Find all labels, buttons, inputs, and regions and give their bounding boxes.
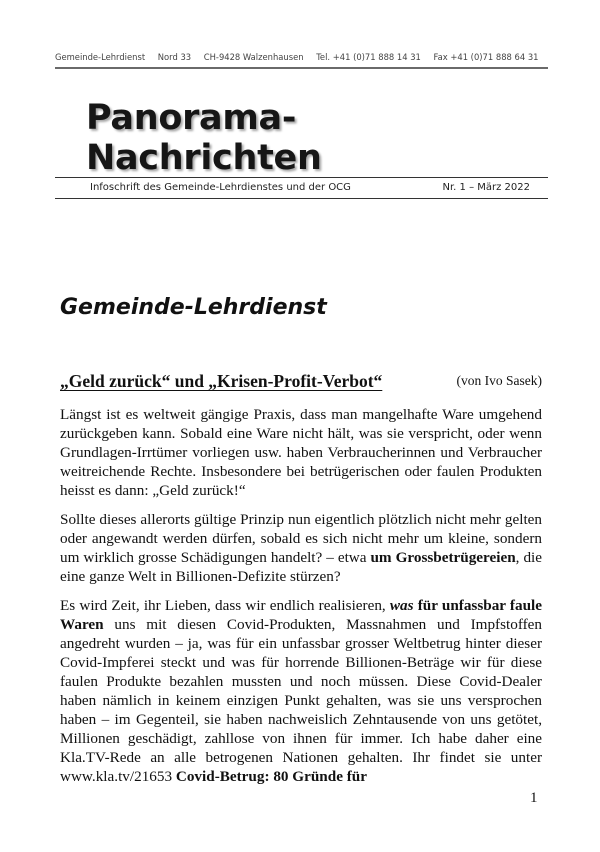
letterhead [55, 52, 548, 62]
info-rule-bottom [55, 198, 548, 199]
paragraph-3-text-a: Es wird Zeit, ihr Lieben, dass wir endlich realisieren, [60, 597, 390, 614]
info-issue: Nr. 1 – März 2022 [442, 182, 530, 193]
paragraph-2-text-b: , die eine ganze Welt in Billionen-Defizite stürzen? [60, 549, 542, 585]
article-header [60, 371, 542, 392]
info-line [90, 182, 530, 193]
paragraph-3-bold-end: Covid-Betrug: 80 Gründe für [175, 768, 367, 785]
info-subtitle: Infoschrift des Gemeinde-Lehrdienstes und der OCG [90, 182, 351, 193]
article-title: „Geld zurück“ und „Krisen-Profit-Verbot“ [60, 371, 383, 391]
info-rule-top [55, 177, 548, 178]
paragraph-3-bold: für unfassbar faule Waren [60, 597, 542, 633]
article-byline: (von Ivo Sasek) [456, 373, 542, 388]
paragraph-1: Längst ist es weltweit gängige Praxis, dass man mangelhafte Ware umgehend zurückgeben kann. Sobald eine Ware nicht hält, was sie verspricht, oder wenn Grundlagen-Irrtümer vorliegen usw. haben Verbraucherinnen und Verbraucher weitreichende Rechte. Insbesondere bei betrügerischen oder faulen Produkten heisst es dann: „Geld zurück!“ [60, 406, 542, 499]
section-title: Gemeinde-Lehrdienst [60, 295, 327, 320]
paragraph-2-bold: um Grossbetrügereien [370, 549, 516, 566]
paragraph-3 [60, 596, 542, 786]
letterhead-fax: Fax +41 (0)71 888 64 31 [433, 52, 539, 62]
masthead-title: Panorama-Nachrichten [86, 98, 322, 178]
letterhead-rule [55, 67, 548, 69]
letterhead-city: CH-9428 Walzenhausen [203, 52, 304, 62]
article-body [60, 405, 542, 796]
paragraph-3-text-b: uns mit diesen Covid-Produkten, Massnahmen und Impfstoffen angedreht wurden – ja, was für ein unfassbar grosser Weltbetrug hinter dieser Covid-Impferei steckt und was für horrende Billionen-Beträge wir für diese faulen Produkte bezahlen mussten und noch müssen. Diese Covid-Dealer haben nämlich in keinem einzigen Punkt gehalten, was sie uns versprochen haben – im Gegenteil, sie haben nachweislich Zehntausende von uns getötet, Millionen geschädigt, zahllose von ihnen für immer. Ich habe daher eine Kla.TV-Rede an alle betrogenen Nationen gehalten. Ihr findet sie unter www.kla.tv/21653 [60, 616, 542, 785]
paragraph-2-text-a: Sollte dieses allerorts gültige Prinzip nun eigentlich plötzlich nicht mehr gelten oder angewandt werden dürfen, sobald es sich nicht mehr um kleine, sondern um wirklich grosse Schädigungen handelt? – etwa [60, 511, 542, 566]
page-number: 1 [530, 790, 538, 806]
letterhead-tel: Tel. +41 (0)71 888 14 31 [316, 52, 421, 62]
letterhead-org: Gemeinde-Lehrdienst [55, 52, 146, 62]
paragraph-3-bold-italic: was [389, 597, 414, 614]
letterhead-street: Nord 33 [157, 52, 192, 62]
paragraph-2 [60, 510, 542, 586]
